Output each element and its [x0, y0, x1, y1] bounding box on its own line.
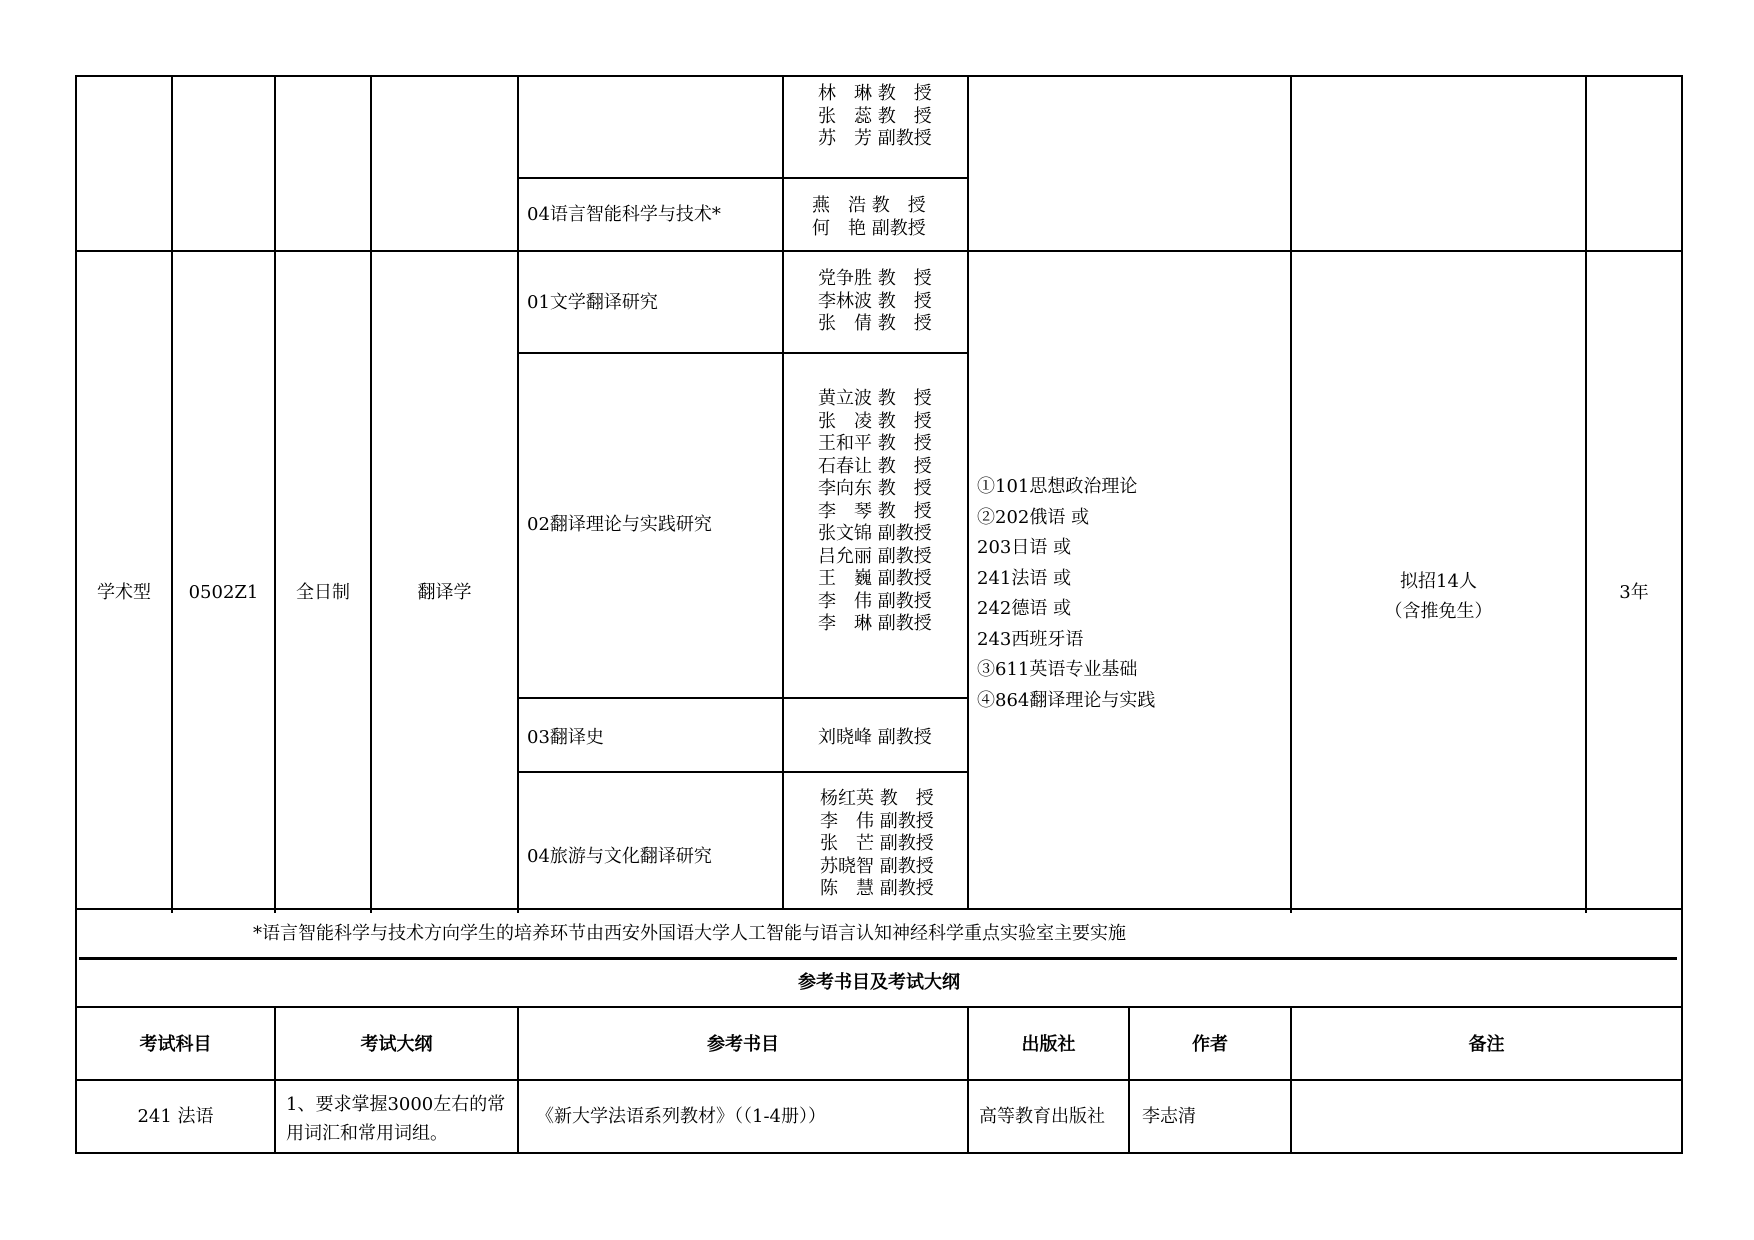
direction-02-advisors	[818, 388, 932, 636]
program-code: 0502Z1	[188, 582, 259, 603]
exam-subject: 241法语 或	[977, 567, 1072, 589]
program-quota	[1292, 567, 1585, 627]
quota-count: 拟招14人	[1400, 571, 1477, 592]
advisor-name: 陈 慧 副教授	[820, 878, 934, 899]
advisor-name: 张 凌 教 授	[818, 410, 932, 432]
advisor-name: 苏晓智 副教授	[820, 855, 934, 877]
top-group1-advisors	[818, 83, 932, 151]
header-publisher: 出版社	[1021, 1034, 1076, 1055]
top-group2-advisors	[812, 195, 926, 240]
row-book: 《新大学法语系列教材》（（1-4册））	[536, 1106, 826, 1127]
exam-subject: 243西班牙语	[977, 628, 1084, 650]
outline-line: 1、要求掌握3000左右的常	[286, 1094, 506, 1115]
exam-subject: 203日语 或	[977, 537, 1072, 558]
program-duration: 3年	[1619, 582, 1649, 603]
advisor-name: 黄立波 教 授	[818, 388, 932, 409]
quota-note: （含推免生）	[1384, 601, 1493, 622]
header-remarks: 备注	[1468, 1034, 1505, 1055]
row-subject: 241 法语	[137, 1106, 214, 1127]
direction-03-advisors	[818, 727, 932, 750]
advisor-name: 张 蕊 教 授	[818, 105, 932, 127]
program-type: 学术型	[97, 582, 151, 603]
direction-02-name: 02翻译理论与实践研究	[527, 514, 712, 535]
direction-04-name: 04旅游与文化翻译研究	[527, 846, 712, 867]
program-mode: 全日制	[296, 582, 350, 603]
advisor-name: 燕 浩 教 授	[812, 195, 926, 216]
program-name: 翻译学	[417, 582, 472, 603]
advisor-name: 李林波 教 授	[818, 290, 932, 312]
exam-subject: ③611英语专业基础	[977, 659, 1138, 680]
footnote: *语言智能科学与技术方向学生的培养环节由西安外国语大学人工智能与语言认知神经科学重点实验室主要实施	[253, 923, 1126, 944]
advisor-name: 苏 芳 副教授	[818, 128, 932, 149]
direction-03-name: 03翻译史	[527, 727, 604, 748]
header-author: 作者	[1192, 1034, 1228, 1055]
row-outline	[286, 1090, 505, 1148]
header-subject: 考试科目	[139, 1034, 212, 1055]
advisor-name: 张 倩 教 授	[818, 313, 932, 334]
advisor-name: 王 巍 副教授	[818, 568, 932, 589]
advisor-name: 党争胜 教 授	[818, 268, 932, 289]
direction-04-advisors	[820, 788, 934, 901]
advisor-name: 李 琳 副教授	[818, 613, 932, 634]
reference-title: 参考书目及考试大纲	[798, 972, 960, 993]
direction-01-advisors	[818, 268, 932, 336]
header-book: 参考书目	[707, 1034, 779, 1055]
exam-subject: ①101思想政治理论	[977, 476, 1138, 497]
advisor-name: 何 艳 副教授	[812, 217, 926, 239]
advisor-name: 林 琳 教 授	[818, 83, 932, 104]
row-publisher: 高等教育出版社	[979, 1106, 1105, 1127]
exam-subject: ④864翻译理论与实践	[977, 689, 1156, 711]
direction-04-language-intelligence: 04语言智能科学与技术*	[527, 204, 721, 225]
advisor-name: 李 伟 副教授	[818, 590, 932, 612]
row-author: 李志清	[1142, 1106, 1196, 1127]
advisor-name: 石春让 教 授	[818, 455, 932, 477]
advisor-name: 张文锦 副教授	[818, 523, 932, 544]
advisor-name: 杨红英 教 授	[820, 788, 934, 809]
advisor-name: 张 芒 副教授	[820, 833, 934, 854]
header-outline: 考试大纲	[360, 1034, 433, 1055]
exam-subject: ②202俄语 或	[977, 506, 1090, 528]
advisor-name: 李 伟 副教授	[820, 810, 934, 832]
advisor-name: 刘晓峰 副教授	[818, 727, 932, 748]
exam-subjects	[977, 472, 1155, 716]
advisor-name: 王和平 教 授	[818, 433, 932, 454]
advisor-name: 李 琴 教 授	[818, 500, 932, 522]
exam-subject: 242德语 或	[977, 598, 1072, 619]
outline-line: 用词汇和常用词组。	[286, 1123, 448, 1144]
direction-01-name: 01文学翻译研究	[527, 292, 658, 313]
advisor-name: 吕允丽 副教授	[818, 545, 932, 567]
advisor-name: 李向东 教 授	[818, 478, 932, 499]
